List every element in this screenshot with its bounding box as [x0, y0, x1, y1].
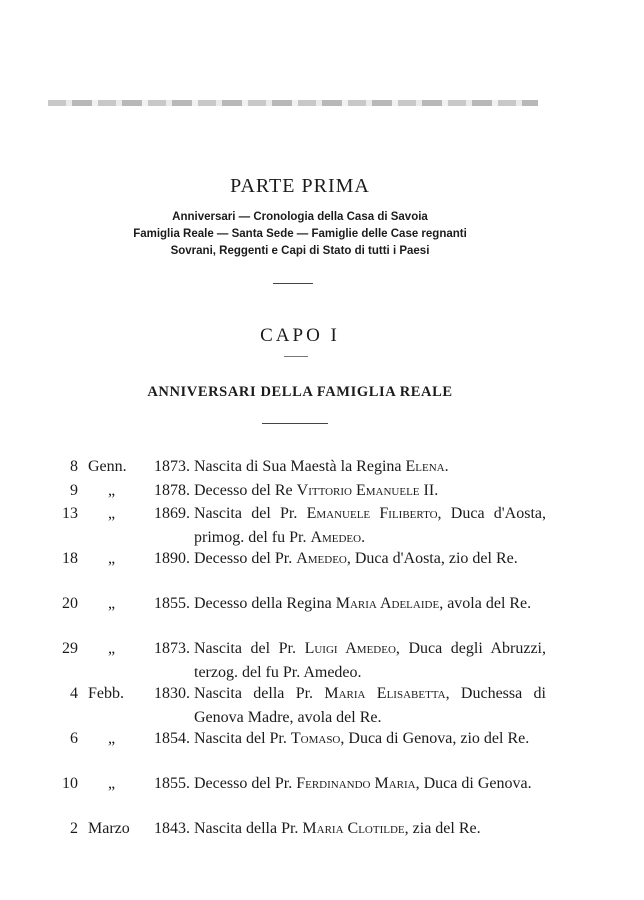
chapter-title: CAPO I	[260, 325, 340, 346]
entry-month: „	[108, 595, 116, 612]
person-name: Tomaso	[290, 730, 341, 747]
list-item	[0, 455, 644, 479]
person-name: Amedeo	[296, 550, 347, 567]
entry-day: 13	[62, 505, 78, 522]
entry-text-part: Nascita del Pr.	[194, 640, 305, 657]
entry-year: 1855.	[154, 775, 190, 792]
person-name: Elena	[405, 458, 445, 475]
subtitle-line: Anniversari — Cronologia della Casa di Savoia	[172, 211, 428, 223]
entry-text-part: , Duchessa di Genova Madre, avola del Re.	[194, 685, 546, 726]
entry-text-part: , Duca d'Aosta, zio del Re.	[346, 550, 518, 567]
list-item	[0, 682, 644, 727]
entry-day: 2	[70, 820, 78, 837]
entry-year: 1890.	[154, 550, 190, 567]
entry-text-part: Nascita di Sua Maestà la Regina	[194, 458, 406, 475]
entry-text	[194, 479, 546, 503]
entry-text-part: Nascita della Pr.	[194, 685, 325, 702]
entry-year: 1855.	[154, 595, 190, 612]
entry-text-part: , Duca di Genova.	[415, 775, 532, 792]
subtitle-line: Famiglia Reale — Santa Sede — Famiglie delle Case regnanti	[133, 228, 467, 240]
entry-year: 1878.	[154, 481, 190, 499]
part-title: PARTE PRIMA	[230, 175, 370, 197]
chapter-heading: ANNIVERSARI DELLA FAMIGLIA REALE	[147, 384, 453, 400]
entry-day: 20	[62, 595, 78, 612]
entry-year: 1869.	[154, 505, 190, 522]
entry-text-part: II.	[419, 481, 439, 499]
entry-day: 6	[70, 730, 78, 747]
list-item	[0, 772, 644, 817]
entry-day: 18	[62, 550, 78, 567]
entry-year: 1873.	[154, 640, 190, 657]
entry-text	[194, 502, 546, 549]
entry-text	[194, 682, 546, 729]
entry-month: Marzo	[88, 820, 130, 837]
entry-day: 9	[70, 481, 78, 499]
entry-year: 1830.	[154, 685, 190, 702]
person-name: Maria Elisabetta	[324, 685, 446, 702]
entry-day: 4	[70, 685, 78, 702]
entry-year: 1843.	[154, 820, 190, 837]
entry-month: „	[108, 505, 116, 522]
person-name: Luigi Amedeo	[304, 640, 396, 657]
list-item	[0, 479, 644, 503]
entry-month: „	[108, 730, 116, 747]
entry-month: „	[108, 775, 116, 792]
list-item	[0, 727, 644, 772]
anniversary-list	[0, 455, 644, 841]
entry-text	[194, 727, 546, 751]
entry-text-part: Nascita del Pr.	[194, 505, 307, 522]
list-item	[0, 637, 644, 682]
header-rule	[48, 100, 538, 106]
person-name: Maria Adelaide	[335, 595, 440, 612]
entry-text-part: Decesso del Re	[194, 481, 297, 499]
entry-text	[194, 772, 546, 796]
entry-year: 1873.	[154, 458, 190, 475]
entry-text-part: .	[444, 458, 449, 475]
entry-month: Genn.	[88, 458, 127, 475]
entry-day: 10	[62, 775, 78, 792]
entry-text-part: Decesso del Pr.	[194, 775, 297, 792]
entry-text	[194, 637, 546, 684]
entry-month: „	[108, 640, 116, 657]
entry-text	[194, 817, 546, 841]
entry-text-part: .	[361, 528, 366, 546]
entry-month: Febb.	[88, 685, 124, 702]
entry-day: 29	[62, 640, 78, 657]
section-divider	[262, 423, 328, 424]
entry-year: 1854.	[154, 730, 190, 747]
subtitle-line: Sovrani, Reggenti e Capi di Stato di tutti i Paesi	[170, 245, 430, 257]
list-item	[0, 817, 644, 841]
section-divider	[284, 356, 308, 357]
entry-text	[194, 455, 546, 479]
entry-text-part: , avola del Re.	[439, 595, 532, 612]
entry-day: 8	[70, 458, 78, 475]
entry-text-part: Decesso del Pr.	[194, 550, 297, 567]
person-name: Vittorio Emanuele	[296, 481, 420, 499]
person-name: Amedeo	[310, 528, 362, 546]
list-item	[0, 502, 644, 547]
entry-text-part: , Duca di Genova, zio del Re.	[340, 730, 530, 747]
entry-text-part: , Duca d'Aosta, primog. del fu Pr.	[194, 505, 547, 546]
entry-text-part: Nascita della Pr.	[194, 820, 303, 837]
section-divider	[273, 283, 313, 284]
person-name: Maria Clotilde	[302, 820, 405, 837]
entry-text	[194, 592, 546, 616]
person-name: Ferdinando Maria	[296, 775, 416, 792]
person-name: Emanuele Filiberto	[306, 505, 438, 522]
entry-text-part: , zia del Re.	[404, 820, 481, 837]
entry-text	[194, 547, 546, 571]
entry-text-part: Nascita del Pr.	[194, 730, 291, 747]
entry-text-part: Decesso della Regina	[194, 595, 336, 612]
entry-month: „	[108, 481, 116, 499]
entry-month: „	[108, 550, 116, 567]
list-item	[0, 547, 644, 592]
entry-text-part: , Duca degli Abruzzi, terzog. del fu Pr. Amedeo.	[194, 640, 546, 681]
list-item	[0, 592, 644, 637]
